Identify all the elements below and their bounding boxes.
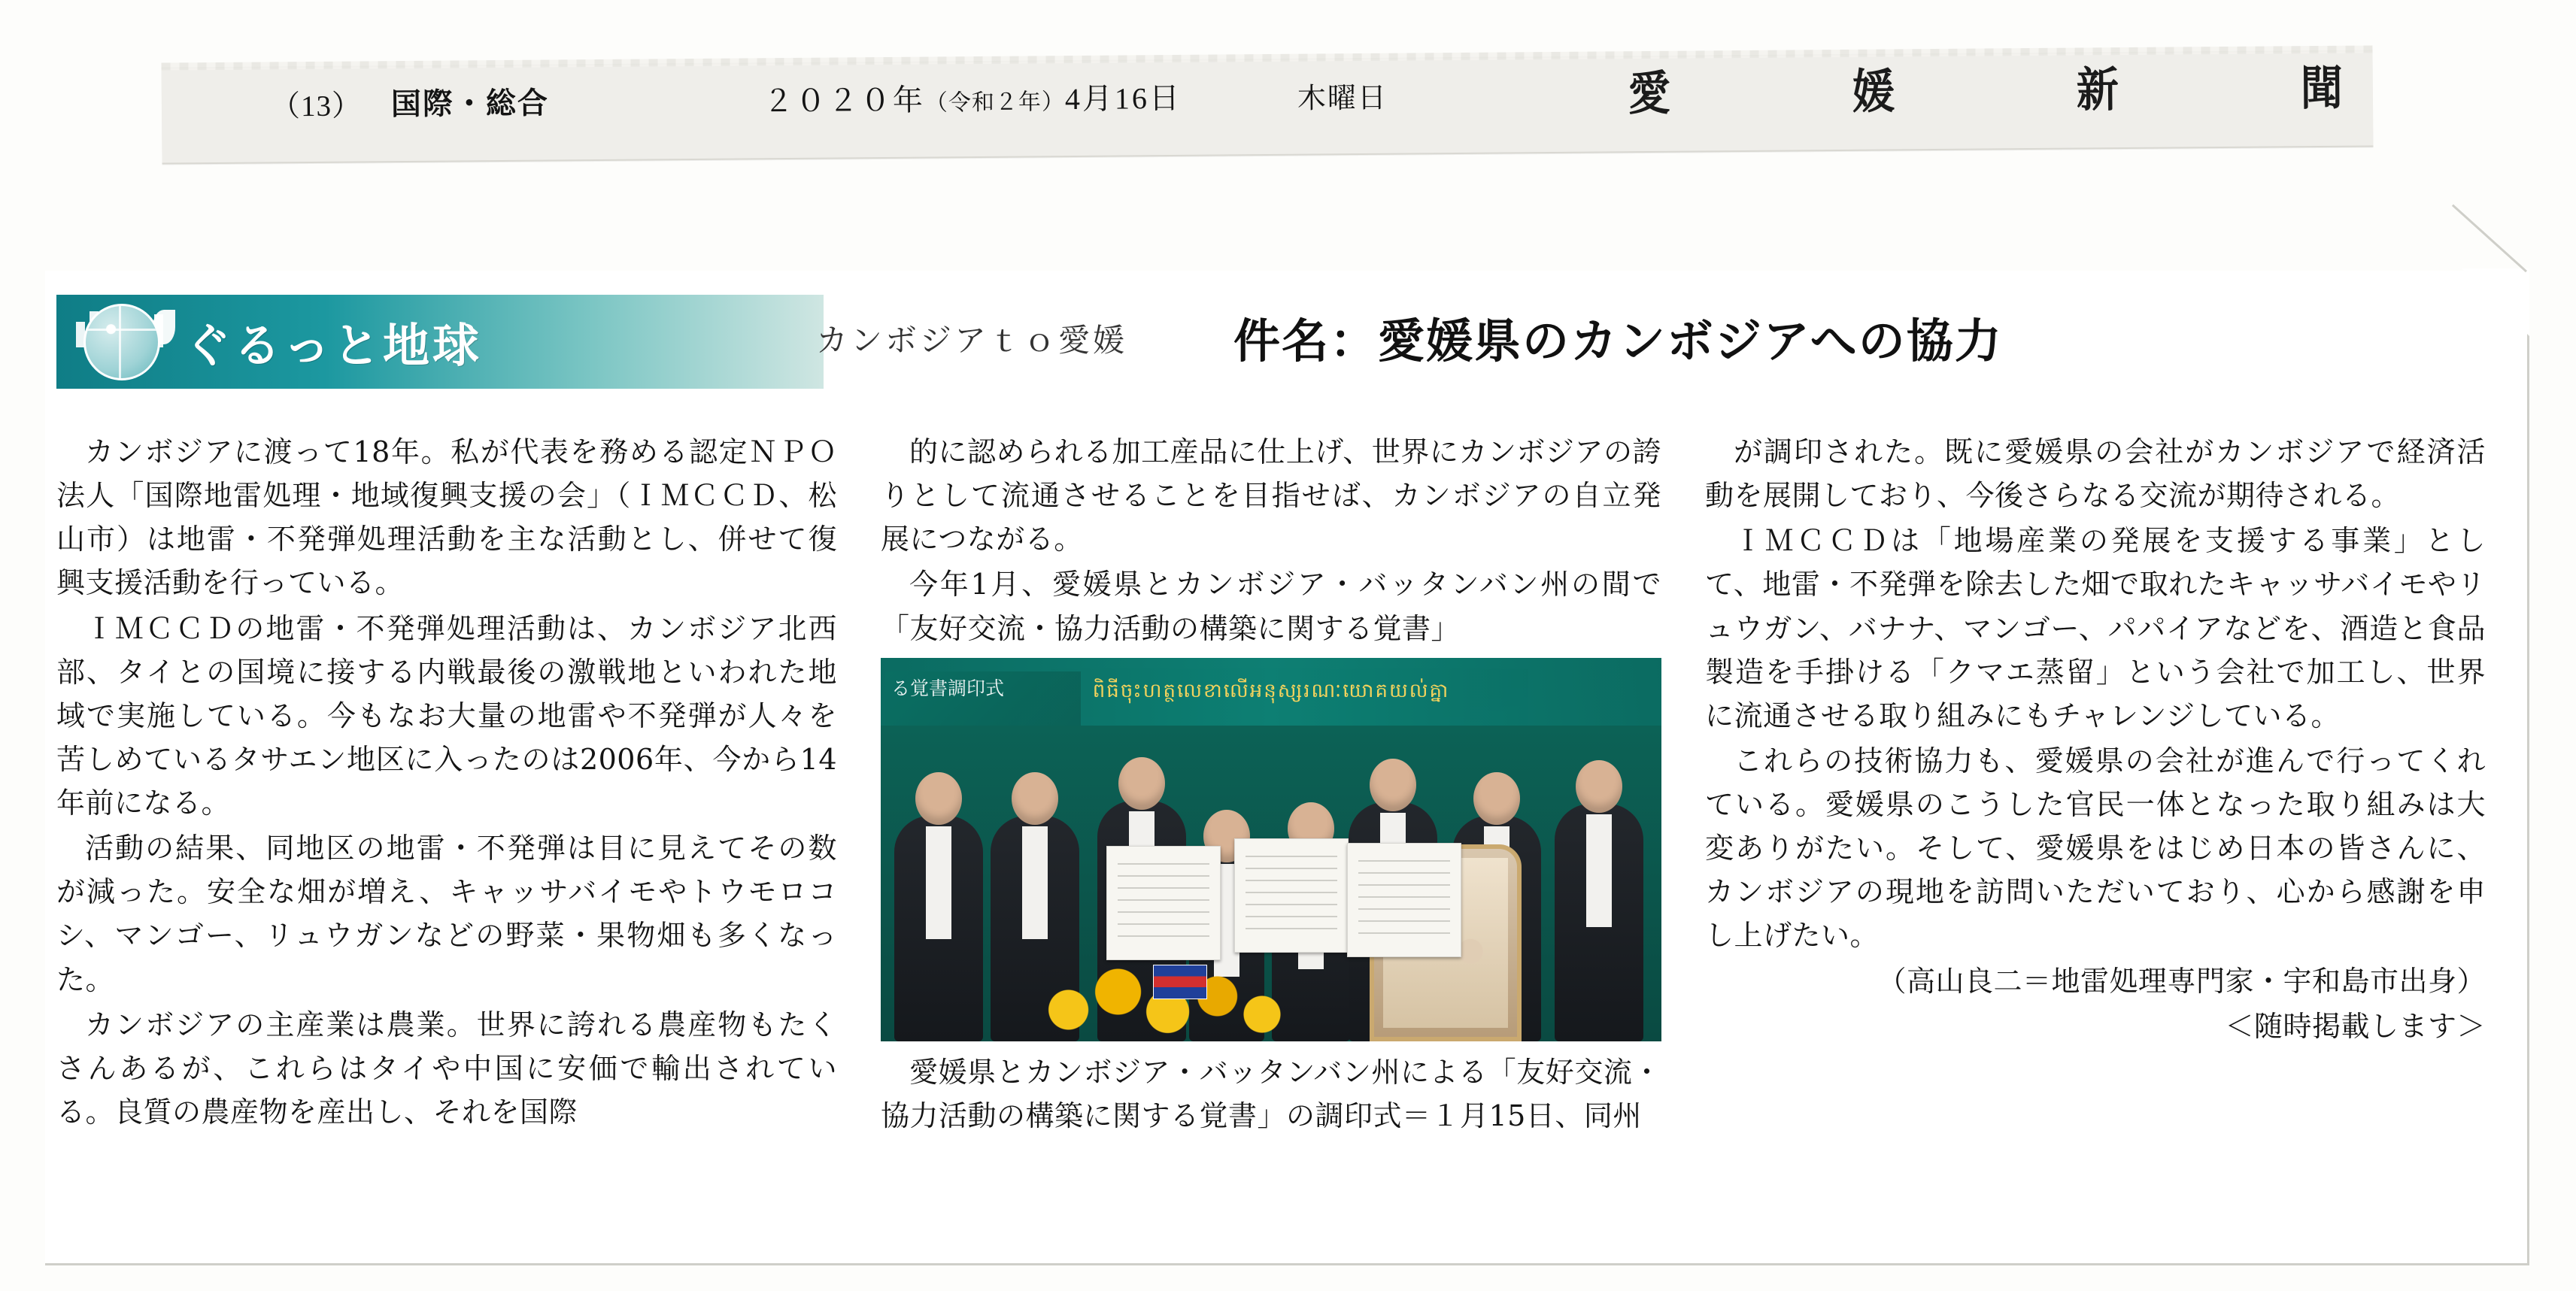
photo-document xyxy=(1106,846,1221,960)
paragraph: ＩＭＣＣＤは「地場産業の発展を支援する事業」として、地雷・不発弾を除去した畑で取れたキャッサバイモやリュウガン、バナナ、マンゴー、パパイアなどを、酒造と食品製造を手掛ける「クマエ蒸留」という会社で加工し、世界に流通させる取り組みにもチャレンジしている。 xyxy=(1705,524,2486,732)
globe-ball-icon xyxy=(83,304,160,380)
section-label: 国際・総合 xyxy=(390,86,550,122)
series-banner xyxy=(56,295,824,389)
photo-document xyxy=(1347,843,1461,957)
paragraph: カンボジアの主産業は農業。世界に誇れる農産物もたくさんあるが、これらはタイや中国に安価で輸出されている。良質の農産物を産出し、それを国際 xyxy=(56,1008,837,1129)
paragraph: 活動の結果、同地区の地雷・不発弾は目に見えてその数が減った。安全な畑が増え、キャッサバイモやトウモロコシ、マンゴー、リュウガンなどの野菜・果物畑も多くなった。 xyxy=(56,832,837,996)
article-kicker: カンボジアｔｏ愛媛 xyxy=(816,324,1128,359)
photo-caption: 愛媛県とカンボジア・バッタンバン州による「友好交流・協力活動の構築に関する覚書」の調印式＝１月15日、同州 xyxy=(881,1055,1661,1132)
clipped-corner xyxy=(2462,268,2529,336)
article-columns xyxy=(56,430,2486,1250)
issue-date xyxy=(763,74,1182,120)
paper-title-char-1: 愛 xyxy=(1628,65,1671,122)
article-footnote: ＜随時掲載します＞ xyxy=(2225,1009,2486,1043)
photo-person xyxy=(894,816,983,1041)
paper-title-char-4: 聞 xyxy=(2300,60,2344,117)
photo-left-banner-text: る覚書調印式 xyxy=(885,671,1081,799)
photo-khmer-banner-text: ពិធីចុះហត្ថលេខាលើអនុស្សរណៈយោគយល់គ្នា xyxy=(881,658,1661,727)
article-byline: （高山良二＝地雷処理専門家・宇和島市出身） xyxy=(1877,964,2486,998)
paper-title-char-2: 媛 xyxy=(1852,63,1895,120)
masthead xyxy=(162,50,2374,161)
paragraph: が調印された。既に愛媛県の会社がカンボジアで経済活動を展開しており、今後さらなる交流が期待される。 xyxy=(1705,435,2486,513)
globe-icon xyxy=(67,301,180,383)
page-number: （13） xyxy=(270,89,363,123)
paragraph: 的に認められる加工産品に仕上げ、世界にカンボジアの誇りとして流通させることを目指せば、カンボジアの自立発展につながる。 xyxy=(881,435,1661,556)
paper-title xyxy=(1628,55,2344,120)
series-title: ぐるっと地球 xyxy=(184,318,483,373)
column-1 xyxy=(56,430,837,1250)
column-3 xyxy=(1705,430,2486,1250)
photo-document xyxy=(1234,838,1349,953)
paper-title-char-3: 新 xyxy=(2076,62,2119,118)
article-headline: 件名：愛媛県のカンボジアへの協力 xyxy=(1233,314,2003,368)
photo-table-flag xyxy=(1153,965,1207,999)
issue-era: （令和２年） xyxy=(924,89,1066,116)
column-2 xyxy=(881,430,1661,1250)
tie xyxy=(933,835,945,905)
weekday-label: 木曜日 xyxy=(1297,82,1388,115)
paragraph: 今年1月、愛媛県とカンボジア・バッタンバン州の間で「友好交流・協力活動の構築に関する覚書」 xyxy=(881,568,1661,645)
tie xyxy=(1221,873,1233,942)
paragraph: ＩＭＣＣＤの地雷・不発弾処理活動は、カンボジア北西部、タイとの国境に接する内戦最後の激戦地といわれた地域で実施している。今もなお大量の地雷や不発弾が人々を苦しめているタサエン地区に入ったのは2006年、今から14年前になる。 xyxy=(56,611,837,820)
clipped-corner-edge xyxy=(2452,205,2527,273)
issue-year: ２０２０年 xyxy=(763,83,926,119)
tie xyxy=(1593,823,1605,892)
tie xyxy=(1029,835,1041,905)
signing-ceremony-photo xyxy=(881,658,1661,1041)
paragraph: カンボジアに渡って18年。私が代表を務める認定ＮＰＯ法人「国際地雷処理・地域復興支援の会」（ＩＭＣＣＤ、松山市）は地雷・不発弾処理活動を主な活動とし、併せて復興支援活動を行っている。 xyxy=(56,435,837,600)
photo-person xyxy=(1555,804,1643,1041)
paragraph: これらの技術協力も、愛媛県の会社が進んで行ってくれている。愛媛県のこうした官民一体となった取り組みは大変ありがたい。そして、愛媛県をはじめ日本の皆さんに、カンボジアの現地を訪問いただいており、心から感謝を申し上げたい。 xyxy=(1705,744,2486,953)
issue-month-day: 4月16日 xyxy=(1064,80,1182,117)
